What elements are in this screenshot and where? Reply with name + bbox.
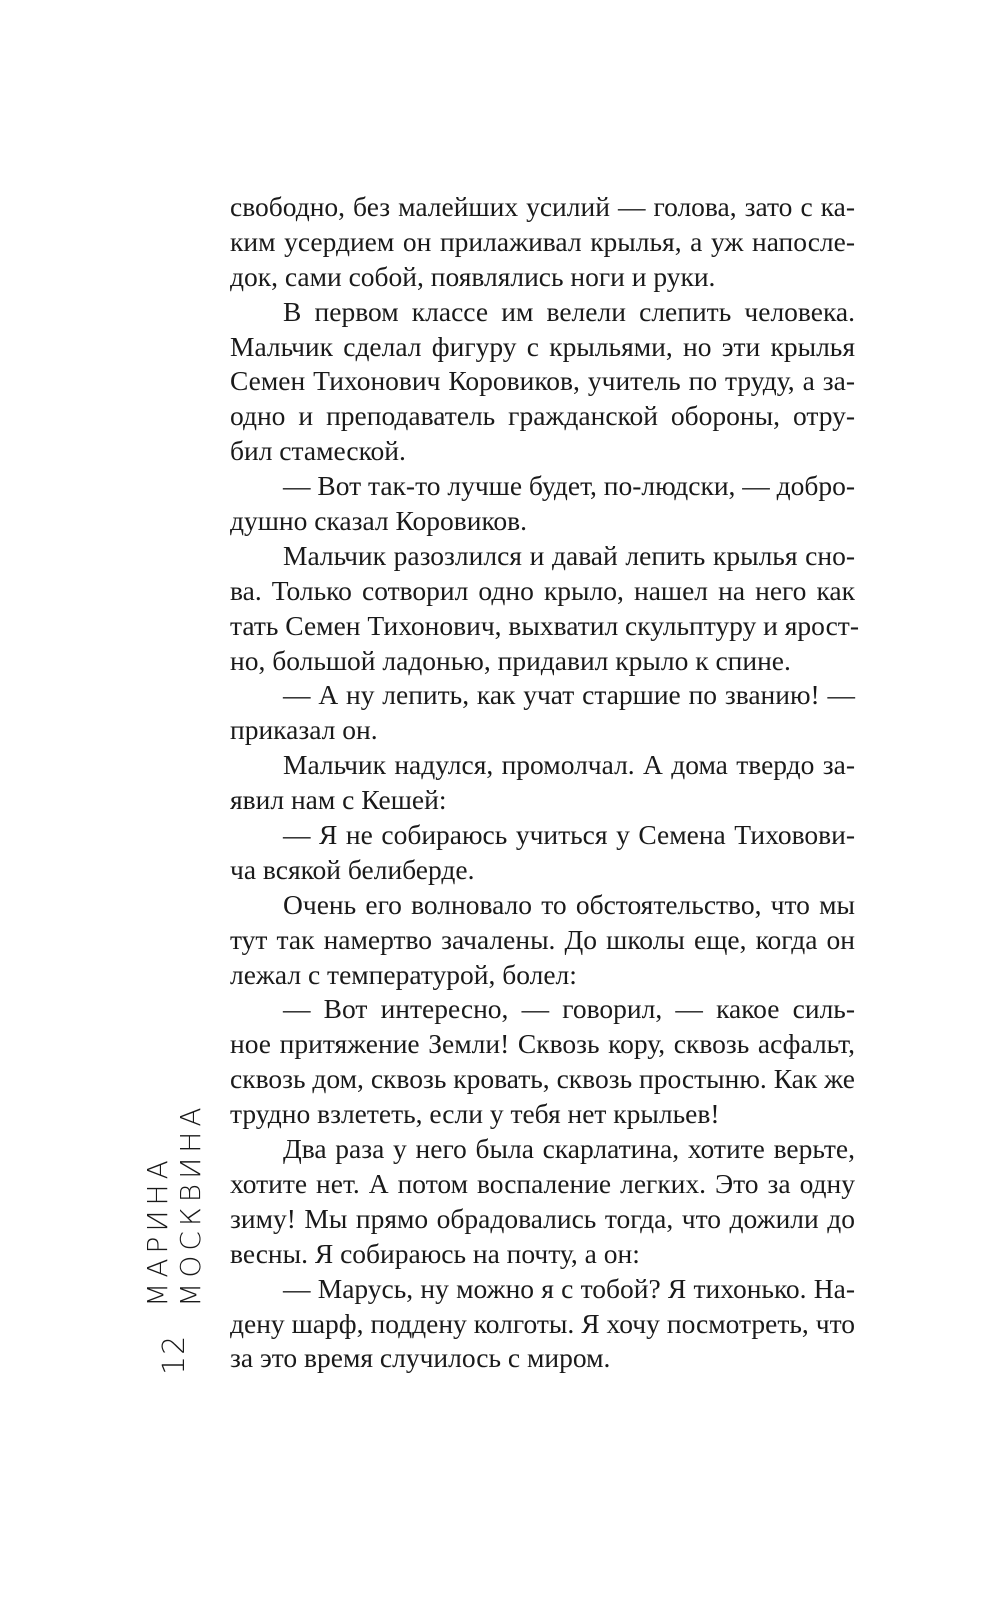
running-header [141,995,207,1375]
text-line: хотите нет. А потом воспаление легких. Это за одну [230,1167,855,1199]
author-name: МАРИНА МОСКВИНА [141,1102,207,1307]
page-number: 12 [156,1334,192,1375]
text-line: одно и преподаватель гражданской обороны, отру- [230,400,855,432]
text-line: лежал с температурой, болел: [230,958,577,990]
text-line: Семен Тихонович Коровиков, учитель по труду, а за- [230,365,855,397]
text-line: — А ну лепить, как учат старшие по званию! — [283,679,855,711]
body-text [230,190,859,1376]
text-line: явил нам с Кешей: [230,784,447,816]
text-line: бил стамеской. [230,435,406,467]
text-line: дену шарф, поддену колготы. Я хочу посмотреть, что [230,1307,855,1339]
text-line: но, большой ладонью, придавил крыло к спине. [230,644,791,676]
text-line: тать Семен Тихонович, выхватил скульптуру и ярост- [230,609,859,641]
text-line: приказал он. [230,714,378,746]
text-line: тут так намертво зачалены. До школы еще, когда он [230,923,855,955]
text-line: Мальчик сделал фигуру с крыльями, но эти крылья [230,330,855,362]
text-line: за это время случилось с миром. [230,1342,611,1374]
text-line: док, сами собой, появлялись ноги и руки. [230,260,716,292]
text-line: весны. Я собираюсь на почту, а он: [230,1237,640,1269]
text-line: Очень его волновало то обстоятельство, что мы [283,888,855,920]
text-line: — Марусь, ну можно я с тобой? Я тихонько. На- [283,1272,855,1304]
text-line: — Я не собираюсь учиться у Семена Тиховови- [283,819,855,851]
text-line: ким усердием он прилаживал крылья, а уж напосле- [230,225,855,257]
text-line: ча всякой белиберде. [230,853,475,885]
text-line: трудно взлететь, если у тебя нет крыльев! [230,1098,720,1130]
text-line: ва. Только сотворил одно крыло, нашел на него как [230,574,855,606]
text-line: Мальчик разозлился и давай лепить крылья сно- [283,539,855,571]
text-line: Два раза у него была скарлатина, хотите верьте, [283,1133,855,1165]
text-line: В первом классе им велели слепить человека. [283,295,855,327]
text-line: душно сказал Коровиков. [230,505,528,537]
text-line: Мальчик надулся, промолчал. А дома твердо за- [283,749,855,781]
text-line: — Вот интересно, — говорил, — какое силь- [283,993,855,1025]
text-line: сквозь дом, сквозь кровать, сквозь простыню. Как же [230,1063,855,1095]
text-line: зиму! Мы прямо обрадовались тогда, что дожили до [230,1202,855,1234]
text-line: — Вот так-то лучше будет, по-людски, — добро- [283,470,856,502]
text-line: ное притяжение Земли! Сквозь кору, сквозь асфальт, [230,1028,855,1060]
text-line: свободно, без малейших усилий — голова, зато с ка- [230,191,855,222]
